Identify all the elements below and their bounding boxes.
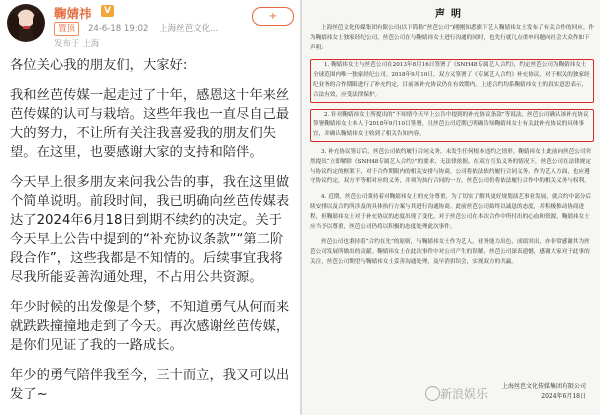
post-paragraph: 今天早上很多朋友来问我公告的事，我在这里做个简单说明。前段时间，我已明确向丝芭传媒表达了2024年6月18日到期不续约的决定。关于今天早上公告中提到的“补充协议条款”“第二阶段合作”，这些我都是不知情的。后续事宜我将尽我所能妥善沟通处理，不占用公共资源。	[10, 175, 290, 285]
statement-body	[310, 24, 594, 274]
post-paragraph: 年少的勇气陪伴我至今，三十而立，我又可以出发了~	[10, 368, 290, 402]
post-location: 发布于 上海	[54, 39, 100, 49]
follow-button[interactable]: +	[252, 7, 294, 26]
highlight-box-2	[310, 109, 594, 142]
statement-item-2: 2. 针对鞠婧祎女士所提出的“不知情今天早上公告中提到的补充协议条款”等说法，丝芭公司确认该补充协议签署鞠婧祎女士本人于2018年9月10日签署，且丝芭公司近期已明确告知鞠婧祎女士有关此补充协议的具体事宜，并确认鞠婧祎女士收到了相关告知内容。	[313, 111, 589, 138]
statement-title: 声明	[435, 9, 467, 20]
statement-signature-block	[502, 382, 586, 402]
post-paragraph: 各位关心我的朋友们，大家好:	[10, 58, 188, 73]
avatar[interactable]	[7, 4, 45, 42]
post-paragraph: 我和丝芭传媒一起走过了十年，感恩这十年来丝芭传媒的认可与栽培。这些年我也一直尽自己最大的努力，不让所有关注我喜爱我的朋友们失望。在这里，也要感谢大家的支持和陪伴。	[10, 88, 290, 160]
highlight-box-1	[310, 59, 594, 102]
statement-item-4: 4. 近期，丝芭公司秉持着对鞠婧祎女士的充分尊重，为了切实了解其更好规划演艺事业发展，就合约中部分后续安排以及合约所涉及的具体执行方案与其进行沟通协商。此前丝芭公司始终以诚恳的态度，并积极推动协商进程，但鞠婧祎女士对于补充协议的态度出现了变化。对于丝芭公司在本次合作中所付出的心血和资源，鞠婧祎女士应当予以尊重，丝芭公司仍将以积极的态度处理此次事件。	[310, 194, 592, 230]
watermark-logo-icon	[425, 386, 440, 401]
watermark: 新浪娱乐	[440, 387, 489, 401]
statement-intro: 上海丝芭文化传媒集团有限公司(以下简称“丝芭公司”)刚刚知悉旗下艺人鞠婧祎女士发布了有关合作的回应。作为鞠婧祎女士独家经纪公司，丝芭公司在与鞠婧祎女士进行沟通的同时，也先行就几点重申问题向社会大众作如下声明:	[310, 25, 594, 51]
statement-date: 2024年6月18日	[541, 393, 586, 400]
post-paragraph: 年少时候的出发像是个梦，不知道勇气从何而来就跌跌撞撞地走到了今天。再次感谢丝芭传媒，是你们见证了我的一路成长。	[10, 300, 290, 353]
post-body	[10, 56, 294, 415]
statement-item-3: 3. 补充协议签订后，丝芭公司依约履行合同义务，未发生任何根本违约之情形。鞠婧祎女士此前向丝芭公司突然提出“立即解除《SNH48专属艺人合约》”的要求，无法律依据。在双方互负义务的情况下，丝芭公司在法律规定与协议约定的框架下，对于合作期限内的相关安排与协商，公司将依法依约履行合同义务。作为艺人方面，也应遵守协议约定，双方平等相对应的义务，并须为执行合同的一方，丝芭公司仍将依法履行合作中的相关义务与权利。	[310, 148, 592, 185]
verified-badge-icon: V	[101, 5, 114, 17]
statement-image	[302, 0, 600, 415]
post-username[interactable]: 鞠婧祎	[54, 6, 92, 21]
post-source[interactable]: 上海丝芭文化...	[159, 24, 219, 34]
post-date: 24-6-18 19:02	[88, 24, 149, 34]
statement-signature: 上海丝芭文化传媒集团有限公司	[501, 383, 586, 390]
statement-item-5: 丝芭公司也秉持着“合约在先”的原则，与鞠婧祎女士作为艺人，业务能力出色，成绩突出，亦非常感谢其为丝芭公司发展所做出的贡献。鞠婧祎女士在此次事件中对公司产生的误解，丝芭公司深表遗憾，感谢大家对于此事的关注，丝芭公司期望与鞠婧祎女士妥善沟通处理，及早消弭误会，实现双方的共赢。	[310, 239, 590, 265]
pinned-tag: 置顶	[54, 22, 79, 36]
statement-item-1: 1. 鞠婧祎女士与丝芭公司在2013年8月16日签署了《SNH48专属艺人合约》，约定丝芭公司为鞠婧祎女士全球范围内唯一独家经纪公司。2018年9月10日，双方又签署了《专属艺人合约》补充协议，对于相关的独家经纪业务的合作期限进行了补充约定，目前该补充协议仍在有效期内。上述合约均系鞠婧祎女士的真实意思表示，合法有效，应受法律保护。	[313, 62, 590, 98]
post-meta	[88, 22, 226, 34]
